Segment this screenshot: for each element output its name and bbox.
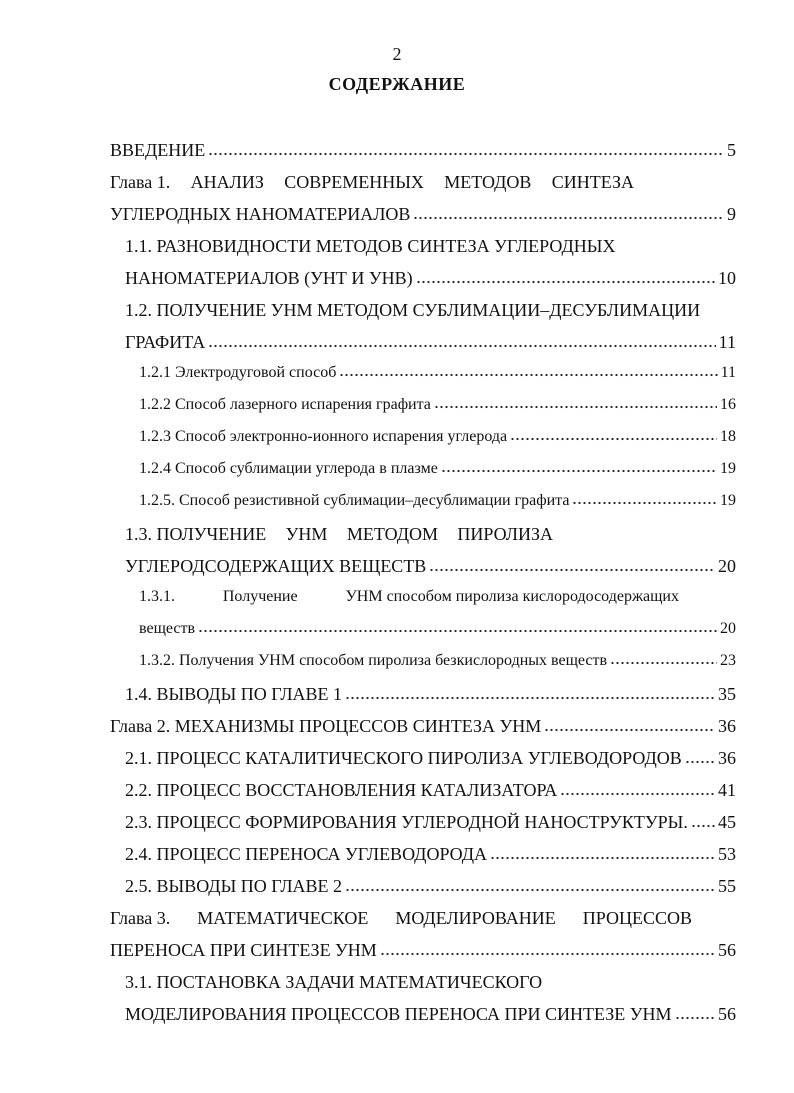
toc-word: УНМ способом пиролиза кислородосодержащих [345, 588, 679, 605]
toc-leader-dots [339, 373, 717, 377]
toc-entry-page: 36 [718, 748, 736, 768]
toc-entry-chapter-2[interactable] [110, 716, 736, 737]
toc-entry-1-2-2[interactable] [139, 396, 736, 414]
toc-entry-title: 1.4. ВЫВОДЫ ПО ГЛАВЕ 1 [125, 684, 343, 704]
toc-leader-dots [490, 856, 715, 860]
toc-entry-2-2[interactable] [125, 780, 736, 801]
toc-entry-page: 10 [718, 268, 736, 288]
toc-entry-page: 11 [718, 332, 736, 352]
toc-entry-page: 41 [718, 780, 736, 800]
toc-entry-title: 2.3. ПРОЦЕСС ФОРМИРОВАНИЯ УГЛЕРОДНОЙ НАНОСТРУКТУРЫ. [125, 812, 688, 832]
toc-word: УНМ [285, 524, 328, 544]
toc-entry-page: 35 [718, 684, 736, 704]
toc-leader-dots [416, 280, 715, 284]
toc-entry-title: 2.4. ПРОЦЕСС ПЕРЕНОСА УГЛЕВОДОРОДА [125, 844, 488, 864]
toc-entry-title: УГЛЕРОДСОДЕРЖАЩИХ ВЕЩЕСТВ [125, 556, 427, 576]
toc-entry-page: 36 [718, 716, 736, 736]
toc-word: МЕТОДОМ [346, 524, 438, 544]
toc-entry-2-1[interactable] [125, 748, 736, 769]
toc-word: МОДЕЛИРОВАНИЕ [395, 908, 556, 928]
toc-entry-title: 1.2. ПОЛУЧЕНИЕ УНМ МЕТОДОМ СУБЛИМАЦИИ–ДЕСУБЛИМАЦИИ [125, 300, 701, 320]
toc-entry-1-1[interactable] [125, 236, 615, 257]
toc-entry-page: 45 [718, 812, 736, 832]
toc-entry-2-5[interactable] [125, 876, 736, 897]
toc-entry-title: 1.2.4 Способ сублимации углерода в плазме [139, 460, 438, 477]
toc-entry-title: 1.2.5. Способ резистивной сублимации–десублимации графита [139, 492, 570, 509]
toc-entry-title [110, 172, 634, 193]
toc-leader-dots [675, 1016, 715, 1020]
toc-entry-1-1-cont[interactable] [125, 268, 736, 289]
toc-entry-title [125, 524, 553, 545]
toc-entry-page: 9 [727, 204, 736, 224]
toc-leader-dots [560, 792, 715, 796]
toc-word: 1.3.1. [139, 588, 175, 605]
toc-entry-title: ВВЕДЕНИЕ [110, 140, 206, 160]
toc-entry-1-3-2[interactable] [139, 652, 736, 670]
toc-leader-dots [434, 405, 717, 409]
toc-entry-page: 20 [720, 620, 736, 637]
toc-entry-title [110, 908, 692, 929]
toc-leader-dots [345, 888, 715, 892]
toc-word: 1.3. ПОЛУЧЕНИЕ [125, 524, 267, 544]
toc-entry-title: 2.2. ПРОЦЕСС ВОССТАНОВЛЕНИЯ КАТАЛИЗАТОРА [125, 780, 558, 800]
toc-entry-1-2[interactable] [125, 300, 700, 321]
toc-word: Получение [222, 588, 298, 605]
toc-entry-page: 16 [720, 396, 736, 413]
toc-leader-dots [691, 824, 715, 828]
toc-entry-title: МОДЕЛИРОВАНИЯ ПРОЦЕССОВ ПЕРЕНОСА ПРИ СИНТЕЗЕ УНМ [125, 1004, 672, 1024]
toc-entry-page: 53 [718, 844, 736, 864]
toc-entry-3-1-cont[interactable] [125, 1004, 736, 1025]
toc-entry-title: 1.2.2 Способ лазерного испарения графита [139, 396, 431, 413]
toc-entry-1-2-5[interactable] [139, 492, 736, 510]
toc-entry-page: 23 [720, 652, 736, 669]
toc-entry-page: 19 [720, 460, 736, 477]
toc-entry-chapter-1[interactable] [110, 172, 634, 193]
toc-entry-title: УГЛЕРОДНЫХ НАНОМАТЕРИАЛОВ [110, 204, 411, 224]
toc-entry-title: 1.1. РАЗНОВИДНОСТИ МЕТОДОВ СИНТЕЗА УГЛЕРОДНЫХ [125, 236, 616, 256]
toc-entry-1-2-4[interactable] [139, 460, 736, 478]
toc-entry-introduction[interactable] [110, 140, 736, 161]
page-title: СОДЕРЖАНИЕ [328, 74, 466, 94]
toc-entry-2-4[interactable] [125, 844, 736, 865]
toc-entry-title: ГРАФИТА [125, 332, 206, 352]
toc-entry-page: 20 [718, 556, 736, 576]
toc-entry-chapter-1-cont[interactable] [110, 204, 736, 225]
toc-entry-title: 2.1. ПРОЦЕСС КАТАЛИТИЧЕСКОГО ПИРОЛИЗА УГЛЕВОДОРОДОВ [125, 748, 682, 768]
toc-leader-dots [572, 501, 717, 505]
toc-word: МАТЕМАТИЧЕСКОЕ [197, 908, 369, 928]
toc-word: ПИРОЛИЗА [457, 524, 553, 544]
toc-entry-title: 2.5. ВЫВОДЫ ПО ГЛАВЕ 2 [125, 876, 343, 896]
toc-entry-title [139, 588, 679, 606]
toc-word: МЕТОДОВ [444, 172, 532, 192]
toc-leader-dots [429, 568, 715, 572]
toc-word: СОВРЕМЕННЫХ [284, 172, 424, 192]
toc-entry-page: 18 [720, 428, 736, 445]
toc-entry-1-2-1[interactable] [139, 364, 736, 382]
toc-entry-page: 11 [720, 364, 736, 381]
toc-entry-1-3-1[interactable] [139, 588, 679, 606]
toc-entry-1-2-cont[interactable] [125, 332, 736, 353]
toc-entry-page: 56 [718, 1004, 736, 1024]
toc-entry-page: 55 [718, 876, 736, 896]
toc-entry-title: НАНОМАТЕРИАЛОВ (УНТ И УНВ) [125, 268, 413, 288]
toc-leader-dots [685, 760, 715, 764]
toc-entry-page: 5 [727, 140, 736, 160]
toc-entry-title: 1.2.3 Способ электронно-ионного испарения углерода [139, 428, 508, 445]
toc-entry-title: 1.3.2. Получения УНМ способом пиролиза безкислородных веществ [139, 652, 608, 669]
toc-entry-1-2-3[interactable] [139, 428, 736, 446]
page-number: 2 [392, 44, 402, 64]
toc-entry-1-3-cont[interactable] [125, 556, 736, 577]
toc-word: Глава 3. [110, 908, 171, 928]
toc-leader-dots [198, 629, 717, 633]
toc-leader-dots [510, 437, 717, 441]
toc-entry-title: веществ [139, 620, 196, 637]
toc-entry-chapter-3[interactable] [110, 908, 692, 929]
toc-leader-dots [610, 661, 717, 665]
toc-entry-1-3[interactable] [125, 524, 553, 545]
toc-entry-title: ПЕРЕНОСА ПРИ СИНТЕЗЕ УНМ [110, 940, 377, 960]
toc-leader-dots [413, 216, 724, 220]
toc-leader-dots [380, 952, 715, 956]
toc-word: ПРОЦЕССОВ [582, 908, 692, 928]
toc-leader-dots [441, 469, 717, 473]
toc-entry-title: 1.2.1 Электродуговой способ [139, 364, 337, 381]
toc-entry-page: 56 [718, 940, 736, 960]
toc-entry-1-4[interactable] [125, 684, 736, 705]
toc-word: АНАЛИЗ [190, 172, 264, 192]
toc-entry-1-3-1-cont[interactable] [139, 620, 736, 638]
toc-leader-dots [544, 728, 715, 732]
toc-word: Глава 1. [110, 172, 171, 192]
toc-entry-3-1[interactable] [125, 972, 542, 993]
toc-leader-dots [208, 152, 724, 156]
toc-word: СИНТЕЗА [551, 172, 634, 192]
toc-leader-dots [345, 696, 715, 700]
toc-entry-page: 19 [720, 492, 736, 509]
toc-entry-chapter-3-cont[interactable] [110, 940, 736, 961]
toc-entry-2-3[interactable] [125, 812, 736, 833]
toc-entry-title: Глава 2. МЕХАНИЗМЫ ПРОЦЕССОВ СИНТЕЗА УНМ [110, 716, 542, 736]
toc-leader-dots [208, 344, 715, 348]
toc-entry-title: 3.1. ПОСТАНОВКА ЗАДАЧИ МАТЕМАТИЧЕСКОГО [125, 972, 543, 992]
